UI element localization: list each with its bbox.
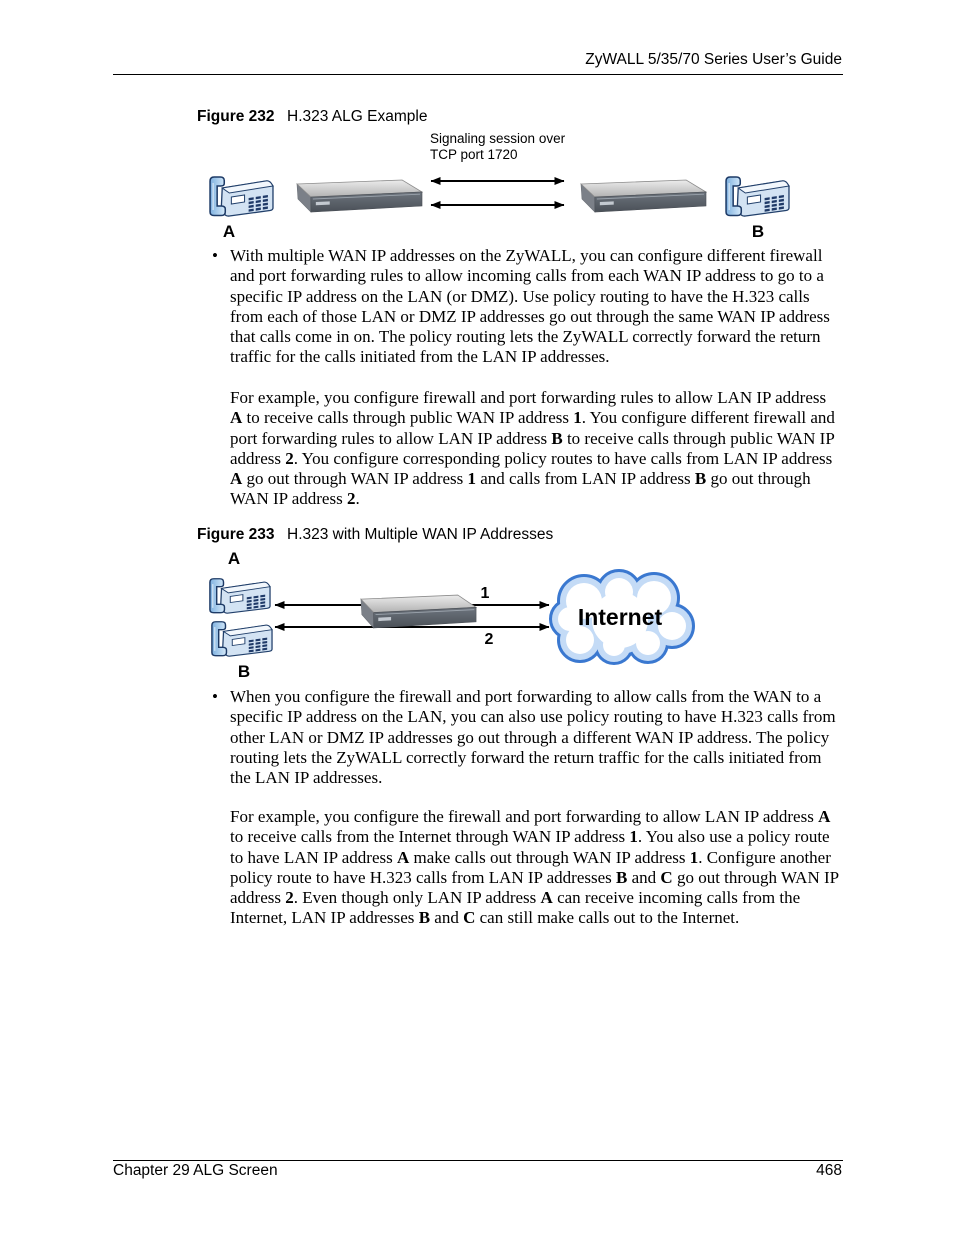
- footer-rule: [113, 1160, 843, 1161]
- text-run: and port forwarding rules to allow incoming calls from each WAN IP address to go to a: [230, 266, 824, 286]
- bullet-marker: •: [212, 246, 218, 265]
- phone-icon: [210, 177, 273, 216]
- bold-text-run: C: [660, 867, 673, 887]
- text-run: . You configure corresponding policy routes to have calls from LAN IP address: [293, 448, 833, 468]
- text-line: [230, 327, 830, 347]
- figure-232-number: Figure 232: [197, 108, 275, 125]
- phone-a-label: A: [222, 222, 236, 241]
- text-line: [230, 768, 836, 788]
- bullet-2-example-paragraph: [230, 807, 839, 929]
- bullet-marker: •: [212, 687, 218, 706]
- bold-text-run: A: [396, 847, 410, 867]
- bold-text-run: 2: [346, 489, 356, 509]
- text-line: [230, 347, 830, 367]
- text-line: [230, 266, 830, 286]
- guide-title: ZyWALL 5/35/70 Series User’s Guide: [585, 51, 842, 68]
- text-run: . Configure another: [698, 847, 831, 867]
- bold-text-run: 1: [573, 408, 582, 428]
- text-run: from each of those LAN or DMZ IP addresses go out through the same WAN IP address: [230, 306, 830, 326]
- text-run: port forwarding rules to allow LAN IP address: [230, 428, 552, 448]
- bold-text-run: 1: [629, 827, 638, 847]
- signaling-session-label-line2: TCP port 1720: [430, 147, 518, 162]
- footer-chapter: Chapter 29 ALG Screen: [113, 1162, 278, 1179]
- text-line: [230, 408, 835, 428]
- text-run: make calls out through WAN IP address: [409, 847, 690, 867]
- text-run: Internet, LAN IP addresses: [230, 908, 419, 928]
- signaling-session-label-line1: Signaling session over: [430, 131, 566, 146]
- text-run: can still make calls out to the Internet.: [475, 908, 740, 928]
- text-run: to have LAN IP address: [230, 847, 397, 867]
- figure-233-number: Figure 233: [197, 526, 275, 543]
- text-line: [230, 848, 839, 868]
- bold-text-run: B: [694, 469, 707, 488]
- figure-233-diagram: [200, 546, 700, 683]
- bullet-1-example-paragraph: [230, 388, 835, 510]
- route-1-label: 1: [480, 585, 490, 602]
- text-line: [230, 888, 839, 908]
- bold-text-run: 1: [689, 847, 699, 867]
- bold-text-run: 2: [285, 448, 294, 468]
- text-line: [230, 687, 836, 707]
- phone-b-label: B: [237, 662, 251, 681]
- text-run: and: [430, 908, 464, 928]
- text-line: [230, 469, 835, 489]
- figure-232-diagram: [195, 126, 800, 244]
- text-run: to receive calls through public WAN IP address: [242, 408, 574, 428]
- text-run: and calls from LAN IP address: [476, 469, 695, 488]
- phone-icon: [210, 579, 270, 613]
- text-run: address: [230, 448, 286, 468]
- bold-text-run: 1: [467, 469, 477, 488]
- text-line: [230, 307, 830, 327]
- text-run: For example, you configure the firewall and port forwarding to allow LAN IP address: [230, 807, 819, 826]
- text-run: to receive calls through public WAN IP: [562, 428, 835, 448]
- internet-cloud-label: Internet: [577, 604, 663, 630]
- figure-232-title: H.323 ALG Example: [287, 108, 428, 125]
- bullet-2-paragraph: [230, 687, 836, 788]
- bold-text-run: B: [616, 867, 628, 887]
- text-run: specific IP address on the LAN (or DMZ). Use policy routing to have the H.323 calls: [230, 286, 810, 306]
- text-run: traffic for the calls initiated from the LAN IP addresses.: [230, 347, 610, 367]
- bold-text-run: 2: [285, 888, 294, 907]
- header-rule: [113, 74, 843, 75]
- bold-text-run: A: [818, 807, 831, 826]
- text-run: . You configure different firewall and: [581, 408, 835, 428]
- text-run: the LAN IP addresses.: [230, 768, 383, 787]
- text-line: [230, 827, 839, 847]
- text-run: can receive incoming calls from the: [552, 888, 801, 907]
- text-run: other LAN or DMZ IP addresses go out through a different WAN IP address. The policy: [230, 727, 830, 747]
- bold-text-run: B: [551, 428, 563, 448]
- phone-b-label: B: [751, 222, 765, 241]
- text-line: [230, 807, 839, 827]
- text-line: [230, 728, 836, 748]
- zywall-device-icon: [581, 180, 706, 212]
- text-run: With multiple WAN IP addresses on the ZyWALL, you can configure different firewall: [230, 246, 823, 265]
- text-run: specific IP address on the LAN, you can also use policy routing to have H.323 calls from: [230, 707, 836, 727]
- text-line: [230, 246, 830, 266]
- text-line: [230, 868, 839, 888]
- route-2-label: 2: [484, 631, 494, 648]
- bold-text-run: C: [463, 908, 476, 928]
- text-run: to receive calls from the Internet through WAN IP address: [230, 827, 630, 847]
- text-run: routing lets the ZyWALL correctly forward the return traffic for the calls initiated from: [230, 747, 822, 767]
- bold-text-run: B: [418, 908, 431, 928]
- phone-a-label: A: [227, 549, 241, 568]
- text-line: [230, 388, 835, 408]
- text-run: For example, you configure firewall and port forwarding rules to allow LAN IP address: [230, 388, 827, 407]
- text-run: policy route to have H.323 calls from LAN IP addresses: [230, 867, 617, 887]
- bold-text-run: A: [230, 408, 243, 428]
- text-line: [230, 908, 839, 928]
- zywall-device-icon: [361, 595, 476, 628]
- text-run: go out through: [706, 469, 811, 488]
- text-run: and: [627, 867, 661, 887]
- text-line: [230, 287, 830, 307]
- bold-text-run: A: [540, 888, 553, 907]
- text-run: .: [355, 489, 360, 509]
- text-run: address: [230, 888, 286, 907]
- text-run: WAN IP address: [230, 489, 347, 509]
- text-line: [230, 707, 836, 727]
- bold-text-run: A: [230, 469, 243, 488]
- phone-icon: [726, 177, 789, 216]
- text-line: [230, 449, 835, 469]
- zywall-device-icon: [297, 180, 422, 212]
- figure-233-title: H.323 with Multiple WAN IP Addresses: [287, 526, 554, 543]
- text-run: go out through WAN IP address: [242, 469, 468, 488]
- text-line: [230, 489, 835, 509]
- footer-page-number: 468: [816, 1162, 842, 1179]
- text-run: . You also use a policy route: [637, 827, 830, 847]
- phone-icon: [212, 622, 272, 656]
- text-line: [230, 429, 835, 449]
- text-run: When you configure the firewall and port forwarding to allow calls from the WAN to a: [230, 687, 822, 706]
- text-run: go out through WAN IP: [672, 867, 840, 887]
- text-run: that calls come in on. The policy routing lets the ZyWALL correctly forward the return: [230, 327, 821, 346]
- text-run: . Even though only LAN IP address: [293, 888, 541, 907]
- text-line: [230, 748, 836, 768]
- bullet-1-paragraph: [230, 246, 830, 368]
